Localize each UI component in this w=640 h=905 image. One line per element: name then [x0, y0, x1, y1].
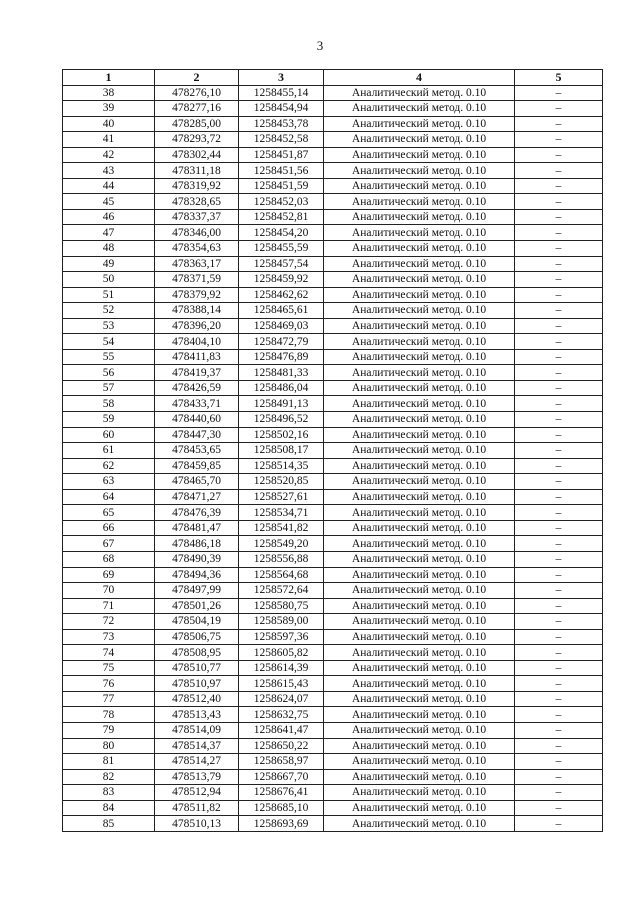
y-coordinate-cell: 1258454,94 — [239, 101, 324, 117]
y-coordinate-cell: 1258597,36 — [239, 629, 324, 645]
point-number-cell: 41 — [63, 132, 155, 148]
dash-cell: – — [515, 365, 603, 381]
method-cell: Аналитический метод. 0.10 — [324, 163, 515, 179]
point-number-cell: 78 — [63, 707, 155, 723]
x-coordinate-cell: 478433,71 — [155, 396, 239, 412]
y-coordinate-cell: 1258514,35 — [239, 458, 324, 474]
point-number-cell: 77 — [63, 691, 155, 707]
table-row — [63, 536, 603, 552]
y-coordinate-cell: 1258496,52 — [239, 412, 324, 428]
header-row — [63, 70, 603, 86]
method-cell: Аналитический метод. 0.10 — [324, 676, 515, 692]
x-coordinate-cell: 478302,44 — [155, 147, 239, 163]
y-coordinate-cell: 1258502,16 — [239, 427, 324, 443]
dash-cell: – — [515, 614, 603, 630]
method-cell: Аналитический метод. 0.10 — [324, 427, 515, 443]
x-coordinate-cell: 478440,60 — [155, 412, 239, 428]
x-coordinate-cell: 478426,59 — [155, 380, 239, 396]
method-cell: Аналитический метод. 0.10 — [324, 132, 515, 148]
point-number-cell: 47 — [63, 225, 155, 241]
y-coordinate-cell: 1258455,59 — [239, 241, 324, 257]
table-row — [63, 691, 603, 707]
dash-cell: – — [515, 412, 603, 428]
column-header-1: 1 — [63, 70, 155, 86]
x-coordinate-cell: 478471,27 — [155, 489, 239, 505]
point-number-cell: 46 — [63, 209, 155, 225]
point-number-cell: 38 — [63, 85, 155, 101]
dash-cell: – — [515, 303, 603, 319]
dash-cell: – — [515, 396, 603, 412]
y-coordinate-cell: 1258667,70 — [239, 769, 324, 785]
x-coordinate-cell: 478504,19 — [155, 614, 239, 630]
method-cell: Аналитический метод. 0.10 — [324, 458, 515, 474]
table-row — [63, 660, 603, 676]
dash-cell: – — [515, 722, 603, 738]
y-coordinate-cell: 1258534,71 — [239, 505, 324, 521]
point-number-cell: 42 — [63, 147, 155, 163]
method-cell: Аналитический метод. 0.10 — [324, 645, 515, 661]
dash-cell: – — [515, 427, 603, 443]
table-row — [63, 443, 603, 459]
y-coordinate-cell: 1258580,75 — [239, 598, 324, 614]
method-cell: Аналитический метод. 0.10 — [324, 272, 515, 288]
table-row — [63, 707, 603, 723]
dash-cell: – — [515, 816, 603, 832]
y-coordinate-cell: 1258455,14 — [239, 85, 324, 101]
dash-cell: – — [515, 101, 603, 117]
table-row — [63, 303, 603, 319]
table-row — [63, 489, 603, 505]
method-cell: Аналитический метод. 0.10 — [324, 598, 515, 614]
dash-cell: – — [515, 443, 603, 459]
dash-cell: – — [515, 691, 603, 707]
table-body — [63, 85, 603, 831]
table-row — [63, 412, 603, 428]
point-number-cell: 69 — [63, 567, 155, 583]
point-number-cell: 65 — [63, 505, 155, 521]
table-row — [63, 241, 603, 257]
point-number-cell: 60 — [63, 427, 155, 443]
point-number-cell: 85 — [63, 816, 155, 832]
x-coordinate-cell: 478501,26 — [155, 598, 239, 614]
dash-cell: – — [515, 380, 603, 396]
x-coordinate-cell: 478459,85 — [155, 458, 239, 474]
y-coordinate-cell: 1258676,41 — [239, 785, 324, 801]
x-coordinate-cell: 478319,92 — [155, 178, 239, 194]
y-coordinate-cell: 1258452,81 — [239, 209, 324, 225]
dash-cell: – — [515, 660, 603, 676]
dash-cell: – — [515, 629, 603, 645]
y-coordinate-cell: 1258549,20 — [239, 536, 324, 552]
dash-cell: – — [515, 551, 603, 567]
y-coordinate-cell: 1258589,00 — [239, 614, 324, 630]
method-cell: Аналитический метод. 0.10 — [324, 738, 515, 754]
x-coordinate-cell: 478497,99 — [155, 583, 239, 599]
y-coordinate-cell: 1258658,97 — [239, 754, 324, 770]
y-coordinate-cell: 1258650,22 — [239, 738, 324, 754]
dash-cell: – — [515, 225, 603, 241]
point-number-cell: 39 — [63, 101, 155, 117]
y-coordinate-cell: 1258451,56 — [239, 163, 324, 179]
x-coordinate-cell: 478404,10 — [155, 334, 239, 350]
x-coordinate-cell: 478490,39 — [155, 551, 239, 567]
point-number-cell: 45 — [63, 194, 155, 210]
x-coordinate-cell: 478285,00 — [155, 116, 239, 132]
dash-cell: – — [515, 287, 603, 303]
x-coordinate-cell: 478337,37 — [155, 209, 239, 225]
y-coordinate-cell: 1258454,20 — [239, 225, 324, 241]
dash-cell: – — [515, 272, 603, 288]
dash-cell: – — [515, 349, 603, 365]
y-coordinate-cell: 1258685,10 — [239, 800, 324, 816]
point-number-cell: 54 — [63, 334, 155, 350]
x-coordinate-cell: 478411,83 — [155, 349, 239, 365]
x-coordinate-cell: 478514,37 — [155, 738, 239, 754]
dash-cell: – — [515, 645, 603, 661]
method-cell: Аналитический метод. 0.10 — [324, 520, 515, 536]
method-cell: Аналитический метод. 0.10 — [324, 396, 515, 412]
page-number: 3 — [316, 38, 324, 53]
x-coordinate-cell: 478506,75 — [155, 629, 239, 645]
point-number-cell: 72 — [63, 614, 155, 630]
point-number-cell: 48 — [63, 241, 155, 257]
point-number-cell: 49 — [63, 256, 155, 272]
method-cell: Аналитический метод. 0.10 — [324, 722, 515, 738]
table-row — [63, 629, 603, 645]
x-coordinate-cell: 478481,47 — [155, 520, 239, 536]
y-coordinate-cell: 1258472,79 — [239, 334, 324, 350]
x-coordinate-cell: 478311,18 — [155, 163, 239, 179]
table-row — [63, 816, 603, 832]
table-row — [63, 287, 603, 303]
method-cell: Аналитический метод. 0.10 — [324, 536, 515, 552]
method-cell: Аналитический метод. 0.10 — [324, 691, 515, 707]
column-header-5: 5 — [515, 70, 603, 86]
table-row — [63, 318, 603, 334]
y-coordinate-cell: 1258564,68 — [239, 567, 324, 583]
point-number-cell: 82 — [63, 769, 155, 785]
x-coordinate-cell: 478354,63 — [155, 241, 239, 257]
table-row — [63, 225, 603, 241]
method-cell: Аналитический метод. 0.10 — [324, 256, 515, 272]
x-coordinate-cell: 478486,18 — [155, 536, 239, 552]
dash-cell: – — [515, 132, 603, 148]
y-coordinate-cell: 1258491,13 — [239, 396, 324, 412]
y-coordinate-cell: 1258615,43 — [239, 676, 324, 692]
y-coordinate-cell: 1258527,61 — [239, 489, 324, 505]
y-coordinate-cell: 1258452,58 — [239, 132, 324, 148]
table-row — [63, 334, 603, 350]
y-coordinate-cell: 1258453,78 — [239, 116, 324, 132]
table-row — [63, 458, 603, 474]
point-number-cell: 57 — [63, 380, 155, 396]
method-cell: Аналитический метод. 0.10 — [324, 769, 515, 785]
point-number-cell: 52 — [63, 303, 155, 319]
method-cell: Аналитический метод. 0.10 — [324, 412, 515, 428]
x-coordinate-cell: 478508,95 — [155, 645, 239, 661]
point-number-cell: 67 — [63, 536, 155, 552]
x-coordinate-cell: 478276,10 — [155, 85, 239, 101]
dash-cell: – — [515, 800, 603, 816]
point-number-cell: 71 — [63, 598, 155, 614]
table-row — [63, 349, 603, 365]
point-number-cell: 66 — [63, 520, 155, 536]
x-coordinate-cell: 478510,13 — [155, 816, 239, 832]
y-coordinate-cell: 1258452,03 — [239, 194, 324, 210]
method-cell: Аналитический метод. 0.10 — [324, 147, 515, 163]
method-cell: Аналитический метод. 0.10 — [324, 101, 515, 117]
method-cell: Аналитический метод. 0.10 — [324, 116, 515, 132]
y-coordinate-cell: 1258605,82 — [239, 645, 324, 661]
x-coordinate-cell: 478447,30 — [155, 427, 239, 443]
y-coordinate-cell: 1258462,62 — [239, 287, 324, 303]
dash-cell: – — [515, 583, 603, 599]
dash-cell: – — [515, 769, 603, 785]
method-cell: Аналитический метод. 0.10 — [324, 800, 515, 816]
x-coordinate-cell: 478293,72 — [155, 132, 239, 148]
x-coordinate-cell: 478511,82 — [155, 800, 239, 816]
y-coordinate-cell: 1258457,54 — [239, 256, 324, 272]
point-number-cell: 63 — [63, 474, 155, 490]
y-coordinate-cell: 1258556,88 — [239, 551, 324, 567]
dash-cell: – — [515, 256, 603, 272]
method-cell: Аналитический метод. 0.10 — [324, 754, 515, 770]
y-coordinate-cell: 1258572,64 — [239, 583, 324, 599]
table-row — [63, 645, 603, 661]
table-row — [63, 256, 603, 272]
point-number-cell: 84 — [63, 800, 155, 816]
dash-cell: – — [515, 209, 603, 225]
point-number-cell: 62 — [63, 458, 155, 474]
table-row — [63, 567, 603, 583]
point-number-cell: 53 — [63, 318, 155, 334]
table-row — [63, 614, 603, 630]
table-row — [63, 551, 603, 567]
dash-cell: – — [515, 505, 603, 521]
dash-cell: – — [515, 474, 603, 490]
y-coordinate-cell: 1258451,59 — [239, 178, 324, 194]
dash-cell: – — [515, 85, 603, 101]
method-cell: Аналитический метод. 0.10 — [324, 816, 515, 832]
y-coordinate-cell: 1258520,85 — [239, 474, 324, 490]
point-number-cell: 81 — [63, 754, 155, 770]
dash-cell: – — [515, 163, 603, 179]
point-number-cell: 80 — [63, 738, 155, 754]
method-cell: Аналитический метод. 0.10 — [324, 225, 515, 241]
point-number-cell: 51 — [63, 287, 155, 303]
method-cell: Аналитический метод. 0.10 — [324, 365, 515, 381]
point-number-cell: 64 — [63, 489, 155, 505]
table-row — [63, 396, 603, 412]
dash-cell: – — [515, 676, 603, 692]
x-coordinate-cell: 478465,70 — [155, 474, 239, 490]
dash-cell: – — [515, 598, 603, 614]
x-coordinate-cell: 478510,97 — [155, 676, 239, 692]
table-row — [63, 474, 603, 490]
dash-cell: – — [515, 178, 603, 194]
point-number-cell: 74 — [63, 645, 155, 661]
y-coordinate-cell: 1258451,87 — [239, 147, 324, 163]
column-header-2: 2 — [155, 70, 239, 86]
y-coordinate-cell: 1258693,69 — [239, 816, 324, 832]
y-coordinate-cell: 1258641,47 — [239, 722, 324, 738]
y-coordinate-cell: 1258632,75 — [239, 707, 324, 723]
table-row — [63, 505, 603, 521]
table-row — [63, 209, 603, 225]
table-row — [63, 272, 603, 288]
method-cell: Аналитический метод. 0.10 — [324, 443, 515, 459]
dash-cell: – — [515, 147, 603, 163]
y-coordinate-cell: 1258508,17 — [239, 443, 324, 459]
point-number-cell: 73 — [63, 629, 155, 645]
method-cell: Аналитический метод. 0.10 — [324, 614, 515, 630]
method-cell: Аналитический метод. 0.10 — [324, 707, 515, 723]
point-number-cell: 56 — [63, 365, 155, 381]
table-row — [63, 676, 603, 692]
point-number-cell: 50 — [63, 272, 155, 288]
table-row — [63, 380, 603, 396]
point-number-cell: 58 — [63, 396, 155, 412]
dash-cell: – — [515, 785, 603, 801]
point-number-cell: 55 — [63, 349, 155, 365]
dash-cell: – — [515, 489, 603, 505]
x-coordinate-cell: 478514,27 — [155, 754, 239, 770]
dash-cell: – — [515, 567, 603, 583]
table-header — [63, 70, 603, 86]
y-coordinate-cell: 1258465,61 — [239, 303, 324, 319]
method-cell: Аналитический метод. 0.10 — [324, 505, 515, 521]
dash-cell: – — [515, 738, 603, 754]
point-number-cell: 43 — [63, 163, 155, 179]
method-cell: Аналитический метод. 0.10 — [324, 241, 515, 257]
method-cell: Аналитический метод. 0.10 — [324, 785, 515, 801]
point-number-cell: 61 — [63, 443, 155, 459]
point-number-cell: 40 — [63, 116, 155, 132]
point-number-cell: 83 — [63, 785, 155, 801]
point-number-cell: 59 — [63, 412, 155, 428]
y-coordinate-cell: 1258476,89 — [239, 349, 324, 365]
point-number-cell: 79 — [63, 722, 155, 738]
method-cell: Аналитический метод. 0.10 — [324, 178, 515, 194]
table-row — [63, 132, 603, 148]
x-coordinate-cell: 478476,39 — [155, 505, 239, 521]
method-cell: Аналитический метод. 0.10 — [324, 194, 515, 210]
method-cell: Аналитический метод. 0.10 — [324, 318, 515, 334]
method-cell: Аналитический метод. 0.10 — [324, 583, 515, 599]
table-row — [63, 722, 603, 738]
table-row — [63, 365, 603, 381]
point-number-cell: 68 — [63, 551, 155, 567]
x-coordinate-cell: 478346,00 — [155, 225, 239, 241]
dash-cell: – — [515, 194, 603, 210]
method-cell: Аналитический метод. 0.10 — [324, 334, 515, 350]
table-row — [63, 738, 603, 754]
x-coordinate-cell: 478513,79 — [155, 769, 239, 785]
table-row — [63, 800, 603, 816]
dash-cell: – — [515, 116, 603, 132]
method-cell: Аналитический метод. 0.10 — [324, 287, 515, 303]
table-row — [63, 147, 603, 163]
table-row — [63, 520, 603, 536]
y-coordinate-cell: 1258486,04 — [239, 380, 324, 396]
x-coordinate-cell: 478379,92 — [155, 287, 239, 303]
method-cell: Аналитический метод. 0.10 — [324, 567, 515, 583]
dash-cell: – — [515, 334, 603, 350]
x-coordinate-cell: 478510,77 — [155, 660, 239, 676]
method-cell: Аналитический метод. 0.10 — [324, 85, 515, 101]
y-coordinate-cell: 1258469,03 — [239, 318, 324, 334]
table-row — [63, 163, 603, 179]
x-coordinate-cell: 478363,17 — [155, 256, 239, 272]
y-coordinate-cell: 1258459,92 — [239, 272, 324, 288]
method-cell: Аналитический метод. 0.10 — [324, 660, 515, 676]
dash-cell: – — [515, 318, 603, 334]
dash-cell: – — [515, 754, 603, 770]
table-row — [63, 754, 603, 770]
x-coordinate-cell: 478513,43 — [155, 707, 239, 723]
x-coordinate-cell: 478512,94 — [155, 785, 239, 801]
table-row — [63, 85, 603, 101]
method-cell: Аналитический метод. 0.10 — [324, 489, 515, 505]
dash-cell: – — [515, 707, 603, 723]
column-header-4: 4 — [324, 70, 515, 86]
table-row — [63, 598, 603, 614]
table-row — [63, 194, 603, 210]
dash-cell: – — [515, 520, 603, 536]
dash-cell: – — [515, 241, 603, 257]
x-coordinate-cell: 478514,09 — [155, 722, 239, 738]
x-coordinate-cell: 478512,40 — [155, 691, 239, 707]
y-coordinate-cell: 1258541,82 — [239, 520, 324, 536]
method-cell: Аналитический метод. 0.10 — [324, 349, 515, 365]
table-row — [63, 116, 603, 132]
y-coordinate-cell: 1258614,39 — [239, 660, 324, 676]
point-number-cell: 75 — [63, 660, 155, 676]
table-row — [63, 785, 603, 801]
dash-cell: – — [515, 536, 603, 552]
method-cell: Аналитический метод. 0.10 — [324, 303, 515, 319]
column-header-3: 3 — [239, 70, 324, 86]
method-cell: Аналитический метод. 0.10 — [324, 380, 515, 396]
x-coordinate-cell: 478277,16 — [155, 101, 239, 117]
x-coordinate-cell: 478494,36 — [155, 567, 239, 583]
table-row — [63, 583, 603, 599]
x-coordinate-cell: 478419,37 — [155, 365, 239, 381]
x-coordinate-cell: 478328,65 — [155, 194, 239, 210]
table-row — [63, 101, 603, 117]
y-coordinate-cell: 1258481,33 — [239, 365, 324, 381]
x-coordinate-cell: 478453,65 — [155, 443, 239, 459]
method-cell: Аналитический метод. 0.10 — [324, 474, 515, 490]
table-row — [63, 178, 603, 194]
method-cell: Аналитический метод. 0.10 — [324, 551, 515, 567]
x-coordinate-cell: 478396,20 — [155, 318, 239, 334]
x-coordinate-cell: 478388,14 — [155, 303, 239, 319]
y-coordinate-cell: 1258624,07 — [239, 691, 324, 707]
coordinates-table — [62, 69, 603, 832]
table-row — [63, 769, 603, 785]
table-row — [63, 427, 603, 443]
point-number-cell: 44 — [63, 178, 155, 194]
dash-cell: – — [515, 458, 603, 474]
point-number-cell: 70 — [63, 583, 155, 599]
point-number-cell: 76 — [63, 676, 155, 692]
x-coordinate-cell: 478371,59 — [155, 272, 239, 288]
method-cell: Аналитический метод. 0.10 — [324, 209, 515, 225]
method-cell: Аналитический метод. 0.10 — [324, 629, 515, 645]
